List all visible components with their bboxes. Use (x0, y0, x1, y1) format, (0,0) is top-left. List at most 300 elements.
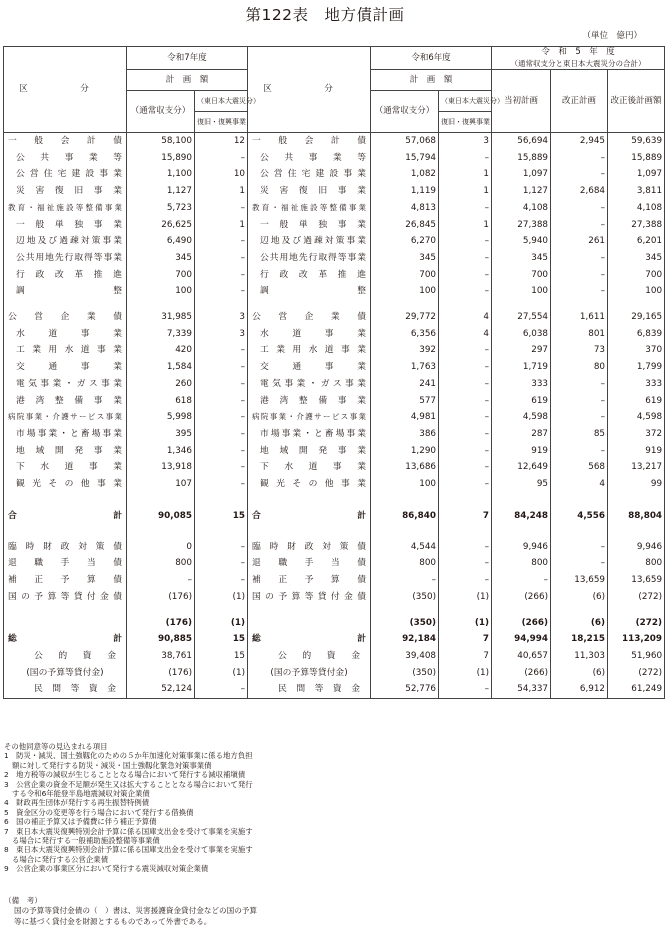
cell-r6-normal: 13,686 (371, 459, 439, 476)
cell-r7-disaster: – (195, 426, 248, 443)
row-label-r6: 公共用地先行取得等事業 (248, 250, 371, 267)
cell-r5-initial: 287 (492, 426, 551, 443)
cell-r7-disaster: (1) (195, 665, 248, 682)
cell-r5-revision: – (551, 267, 608, 284)
note-item: 6 国の補正予算又は予備費に伴う補正予算債 (4, 817, 157, 827)
cell-r5-revision: 568 (551, 459, 608, 476)
cell-r5-revision: 80 (551, 359, 608, 376)
cell-r5-revision: 2,684 (551, 183, 608, 200)
cell-r5-initial (492, 300, 551, 309)
row-label-r6: (国の予算等貸付金) (248, 665, 371, 682)
cell-r5-initial: (266) (492, 589, 551, 606)
row-label-r7: 民間等資金 (4, 681, 127, 698)
cell-r5-initial: (266) (492, 665, 551, 682)
table-row (4, 530, 665, 539)
header-kaiseigo: 改正後計画額 (608, 70, 665, 133)
row-label-r6 (248, 493, 371, 502)
table-body (4, 133, 665, 699)
cell-r6-normal: 241 (371, 376, 439, 393)
cell-r5-initial: 345 (492, 250, 551, 267)
row-label-r7: (国の予算等貸付金) (4, 665, 127, 682)
cell-r7-normal: 345 (127, 250, 195, 267)
cell-r6-normal: 4,544 (371, 539, 439, 556)
row-label-r6: 教育・福祉施設等整備事業 (248, 200, 371, 217)
table-row (4, 589, 665, 606)
cell-r6-disaster: 1 (439, 166, 492, 183)
header-higashi-r6: （東日本大震災分） (439, 91, 492, 112)
cell-r7-normal: (176) (127, 589, 195, 606)
cell-r6-normal: 700 (371, 267, 439, 284)
cell-r5-revised-total: 3,811 (608, 183, 665, 200)
cell-r6-disaster: – (439, 409, 492, 426)
cell-r7-normal: 800 (127, 555, 195, 572)
cell-r5-revised-total: (272) (608, 615, 665, 632)
cell-r5-revised-total: 15,889 (608, 150, 665, 167)
cell-r6-disaster: – (439, 150, 492, 167)
header-tsujo-r7: （通常収支分） (127, 91, 195, 133)
cell-r5-initial: 94,994 (492, 631, 551, 648)
note-item: 5 資金区分の変更等を行う場合において発行する借換債 (4, 807, 194, 817)
table-row (4, 233, 665, 250)
cell-r5-revision: – (551, 150, 608, 167)
unit-label: （単位 億円） (582, 31, 642, 41)
cell-r5-revised-total: 99 (608, 476, 665, 493)
cell-r7-normal: 38,761 (127, 648, 195, 665)
cell-r6-disaster: – (439, 200, 492, 217)
cell-r5-revised-total (608, 530, 665, 539)
header-keikaku-r6: 計 画 額 (371, 70, 492, 91)
cell-r7-disaster: 1 (195, 183, 248, 200)
cell-r5-revision: – (551, 539, 608, 556)
cell-r5-revised-total: (272) (608, 589, 665, 606)
note-item: 8 東日本大震災復興特別会計予算に係る国庫支出金を受けて事業を実施する場合に発行する公営企業債 (4, 845, 253, 864)
row-label-r7 (4, 493, 127, 502)
header-kubun-r6: 区 分 (248, 47, 371, 133)
row-label-r6: 下水道事業 (248, 459, 371, 476)
cell-r5-initial: 27,388 (492, 217, 551, 234)
row-label-r6: 災害復旧事業 (248, 183, 371, 200)
cell-r6-disaster: – (439, 539, 492, 556)
cell-r5-initial: (266) (492, 615, 551, 632)
cell-r6-normal: 345 (371, 250, 439, 267)
row-label-r7 (4, 615, 127, 632)
cell-r7-disaster: – (195, 150, 248, 167)
cell-r5-revision: 6,912 (551, 681, 608, 698)
row-label-r7 (4, 300, 127, 309)
cell-r6-disaster: (1) (439, 589, 492, 606)
row-label-r7: 調整 (4, 283, 127, 300)
cell-r5-revised-total: 113,209 (608, 631, 665, 648)
row-label-r6: 水道事業 (248, 326, 371, 343)
cell-r5-revised-total: 4,108 (608, 200, 665, 217)
table-row (4, 426, 665, 443)
cell-r7-disaster (195, 530, 248, 539)
cell-r6-normal: 386 (371, 426, 439, 443)
row-label-r6: 退職手当債 (248, 555, 371, 572)
cell-r5-revision: 11,303 (551, 648, 608, 665)
row-label-r7: 行政改革推進 (4, 267, 127, 284)
cell-r5-revised-total: 100 (608, 283, 665, 300)
table-row (4, 283, 665, 300)
cell-r5-initial (492, 530, 551, 539)
remarks-text: 国の予算等貸付金債の（ ）書は、災害援護資金貸付金などの国の予算等に基づく貸付金を財源とするものであって外書である。 (14, 906, 257, 926)
cell-r6-normal: (350) (371, 589, 439, 606)
notes-head: その他同意等の見込まれる項目 (4, 742, 108, 751)
row-label-r7: 市場事業・と畜場事業 (4, 426, 127, 443)
remarks-head: （備 考） (4, 896, 42, 905)
cell-r6-normal: 4,981 (371, 409, 439, 426)
cell-r5-initial (492, 606, 551, 615)
cell-r5-initial: 800 (492, 555, 551, 572)
cell-r7-normal (127, 530, 195, 539)
cell-r6-normal: 6,356 (371, 326, 439, 343)
table-row (4, 359, 665, 376)
cell-r7-disaster: – (195, 539, 248, 556)
row-label-r6: 電気事業・ガス事業 (248, 376, 371, 393)
cell-r6-disaster (439, 530, 492, 539)
table-row (4, 631, 665, 648)
cell-r6-disaster: 7 (439, 502, 492, 530)
cell-r7-disaster: – (195, 459, 248, 476)
cell-r5-initial: 95 (492, 476, 551, 493)
row-label-r7: 災害復旧事業 (4, 183, 127, 200)
row-label-r6: 臨時財政対策債 (248, 539, 371, 556)
cell-r7-disaster: – (195, 393, 248, 410)
cell-r5-revision: 85 (551, 426, 608, 443)
cell-r7-disaster: – (195, 476, 248, 493)
row-label-r7: 退職手当債 (4, 555, 127, 572)
row-label-r6: 市場事業・と畜場事業 (248, 426, 371, 443)
cell-r7-normal: (176) (127, 615, 195, 632)
cell-r7-normal: 90,885 (127, 631, 195, 648)
cell-r7-normal: 26,625 (127, 217, 195, 234)
cell-r6-disaster: – (439, 233, 492, 250)
cell-r6-normal: 57,068 (371, 133, 439, 150)
row-label-r6: 一般会計債 (248, 133, 371, 150)
row-label-r7: 一般会計債 (4, 133, 127, 150)
cell-r7-normal (127, 493, 195, 502)
cell-r6-normal: 29,772 (371, 309, 439, 326)
cell-r6-disaster (439, 300, 492, 309)
cell-r5-revision: 801 (551, 326, 608, 343)
cell-r7-disaster: – (195, 250, 248, 267)
cell-r5-revised-total: 919 (608, 443, 665, 460)
cell-r5-revised-total (608, 493, 665, 502)
row-label-r6: 病院事業・介護サービス事業 (248, 409, 371, 426)
row-label-r7: 地域開発事業 (4, 443, 127, 460)
row-label-r7: 公営住宅建設事業 (4, 166, 127, 183)
table-row (4, 326, 665, 343)
note-item: 3 公営企業の資金不足額が発生又は拡大することとなる場合において発行する令和6年能登半島地震減収対策企業債 (4, 779, 253, 799)
cell-r6-normal: 1,763 (371, 359, 439, 376)
row-label-r6: 公的資金 (248, 648, 371, 665)
cell-r5-revision: 261 (551, 233, 608, 250)
cell-r5-revised-total: 27,388 (608, 217, 665, 234)
remarks-block (4, 896, 264, 927)
cell-r7-normal: 0 (127, 539, 195, 556)
table-row (4, 493, 665, 502)
table-row (4, 309, 665, 326)
row-label-r7: 教育・福祉施設等整備事業 (4, 200, 127, 217)
cell-r6-disaster (439, 606, 492, 615)
cell-r5-revised-total: (272) (608, 665, 665, 682)
row-label-r6: 調整 (248, 283, 371, 300)
cell-r7-normal: 260 (127, 376, 195, 393)
table-row (4, 342, 665, 359)
cell-r5-revision (551, 530, 608, 539)
cell-r7-normal: 52,124 (127, 681, 195, 698)
cell-r5-revised-total: 1,097 (608, 166, 665, 183)
cell-r5-revision: 4 (551, 476, 608, 493)
row-label-r6: 一般単独事業 (248, 217, 371, 234)
cell-r7-disaster: 15 (195, 631, 248, 648)
table-row (4, 217, 665, 234)
cell-r5-revised-total: 13,659 (608, 572, 665, 589)
row-label-r7: 電気事業・ガス事業 (4, 376, 127, 393)
cell-r5-revised-total: 9,946 (608, 539, 665, 556)
notes-block (4, 742, 254, 874)
cell-r7-normal: 420 (127, 342, 195, 359)
cell-r6-disaster: 4 (439, 309, 492, 326)
cell-r7-disaster: 3 (195, 326, 248, 343)
cell-r5-revised-total: 61,249 (608, 681, 665, 698)
cell-r5-revision: – (551, 376, 608, 393)
cell-r5-revision: – (551, 166, 608, 183)
cell-r5-revision: 4,556 (551, 502, 608, 530)
row-label-r7: 港湾整備事業 (4, 393, 127, 410)
cell-r5-revision: (6) (551, 589, 608, 606)
cell-r6-normal: 6,270 (371, 233, 439, 250)
cell-r7-disaster: – (195, 233, 248, 250)
cell-r7-disaster: 1 (195, 217, 248, 234)
row-label-r6: 観光その他事業 (248, 476, 371, 493)
cell-r6-normal: 4,813 (371, 200, 439, 217)
cell-r6-normal: 52,776 (371, 681, 439, 698)
cell-r7-normal: 90,085 (127, 502, 195, 530)
cell-r5-initial: 4,108 (492, 200, 551, 217)
cell-r6-disaster: – (439, 426, 492, 443)
cell-r6-normal: 800 (371, 555, 439, 572)
cell-r5-initial: 12,649 (492, 459, 551, 476)
cell-r7-disaster: – (195, 342, 248, 359)
cell-r6-normal: 100 (371, 476, 439, 493)
row-label-r6: 総 計 (248, 631, 371, 648)
row-label-r7: 公共事業等 (4, 150, 127, 167)
table-row (4, 443, 665, 460)
table-row (4, 681, 665, 698)
table-row (4, 665, 665, 682)
cell-r5-revision: 18,215 (551, 631, 608, 648)
row-label-r6: 国の予算等貸付金債 (248, 589, 371, 606)
table-row (4, 300, 665, 309)
cell-r5-initial: 56,694 (492, 133, 551, 150)
cell-r7-disaster: 3 (195, 309, 248, 326)
cell-r6-disaster: – (439, 342, 492, 359)
cell-r6-normal: 100 (371, 283, 439, 300)
cell-r5-revised-total: 345 (608, 250, 665, 267)
cell-r6-disaster: – (439, 555, 492, 572)
table-row (4, 393, 665, 410)
cell-r5-revision: – (551, 250, 608, 267)
row-label-r7: 公的資金 (4, 648, 127, 665)
cell-r5-revision: 73 (551, 342, 608, 359)
cell-r5-revised-total: 800 (608, 555, 665, 572)
note-item: 2 地方税等の減収が生じることとなる場合において発行する減収補塡債 (4, 770, 246, 780)
cell-r6-disaster: – (439, 459, 492, 476)
cell-r7-disaster: – (195, 409, 248, 426)
cell-r5-initial: 297 (492, 342, 551, 359)
cell-r6-disaster: – (439, 393, 492, 410)
note-item: 7 東日本大震災復興特別会計予算に係る国庫支出金を受けて事業を実施する場合に発行する一般補助施設整備等事業債 (4, 826, 253, 846)
cell-r7-disaster: – (195, 267, 248, 284)
cell-r5-initial: 9,946 (492, 539, 551, 556)
cell-r6-disaster: – (439, 476, 492, 493)
header-r6: 令和6年度 (371, 47, 492, 70)
cell-r7-normal: 31,985 (127, 309, 195, 326)
cell-r6-normal: 39,408 (371, 648, 439, 665)
row-label-r7: 公共用地先行取得等事業 (4, 250, 127, 267)
row-label-r6: 公営企業債 (248, 309, 371, 326)
table-row (4, 409, 665, 426)
table-row (4, 502, 665, 530)
row-label-r7: 総 計 (4, 631, 127, 648)
note-item: 9 公営企業の事業区分において発行する震災減収対策企業債 (4, 864, 209, 874)
row-label-r6: 交通事業 (248, 359, 371, 376)
cell-r7-normal: 700 (127, 267, 195, 284)
cell-r5-revision: – (551, 217, 608, 234)
cell-r6-normal: 577 (371, 393, 439, 410)
table-row (4, 476, 665, 493)
cell-r7-normal: – (127, 572, 195, 589)
cell-r5-revised-total: 700 (608, 267, 665, 284)
cell-r5-revised-total: 6,201 (608, 233, 665, 250)
cell-r5-initial: 619 (492, 393, 551, 410)
cell-r6-normal: 26,845 (371, 217, 439, 234)
cell-r7-normal: 618 (127, 393, 195, 410)
cell-r6-disaster: (1) (439, 615, 492, 632)
cell-r5-initial: 5,940 (492, 233, 551, 250)
row-label-r7: 補正予算債 (4, 572, 127, 589)
table-row (4, 376, 665, 393)
cell-r6-disaster: – (439, 359, 492, 376)
page-title: 第122表 地方債計画 (245, 6, 405, 24)
cell-r6-normal: (350) (371, 665, 439, 682)
row-label-r7: 水道事業 (4, 326, 127, 343)
cell-r6-normal: 1,082 (371, 166, 439, 183)
cell-r5-initial: 100 (492, 283, 551, 300)
cell-r5-revised-total (608, 300, 665, 309)
table-row (4, 133, 665, 150)
cell-r6-disaster: – (439, 443, 492, 460)
table-row (4, 183, 665, 200)
cell-r7-disaster: (1) (195, 615, 248, 632)
cell-r7-disaster: – (195, 443, 248, 460)
cell-r5-revision: – (551, 283, 608, 300)
cell-r7-disaster: – (195, 359, 248, 376)
cell-r5-initial (492, 493, 551, 502)
row-label-r7 (4, 606, 127, 615)
cell-r7-disaster: 12 (195, 133, 248, 150)
cell-r7-disaster: – (195, 283, 248, 300)
cell-r7-normal (127, 606, 195, 615)
cell-r5-revised-total (608, 606, 665, 615)
header-fukkyu-r7: 復旧・復興事業 (195, 112, 248, 133)
cell-r5-revision: – (551, 200, 608, 217)
bond-plan-table (3, 46, 665, 699)
table-row (4, 539, 665, 556)
cell-r5-revised-total: 6,839 (608, 326, 665, 343)
cell-r7-disaster: – (195, 200, 248, 217)
row-label-r6: 公営住宅建設事業 (248, 166, 371, 183)
cell-r6-disaster: 1 (439, 183, 492, 200)
cell-r7-normal: 1,100 (127, 166, 195, 183)
table-row (4, 648, 665, 665)
cell-r5-revision: 1,611 (551, 309, 608, 326)
table-row (4, 459, 665, 476)
cell-r7-disaster: 15 (195, 502, 248, 530)
cell-r5-revision (551, 606, 608, 615)
cell-r7-normal: 7,339 (127, 326, 195, 343)
cell-r5-initial: 333 (492, 376, 551, 393)
row-label-r6: 辺地及び過疎対策事業 (248, 233, 371, 250)
row-label-r7: 合 計 (4, 502, 127, 530)
cell-r5-revised-total: 4,598 (608, 409, 665, 426)
cell-r7-normal: 1,584 (127, 359, 195, 376)
table-row (4, 250, 665, 267)
cell-r5-revision: 13,659 (551, 572, 608, 589)
row-label-r7: 国の予算等貸付金債 (4, 589, 127, 606)
header-tosho: 当初計画 (492, 70, 551, 133)
cell-r7-normal: 1,346 (127, 443, 195, 460)
cell-r6-normal: 392 (371, 342, 439, 359)
row-label-r6 (248, 606, 371, 615)
header-fukkyu-r6: 復旧・復興事業 (439, 112, 492, 133)
row-label-r7: 下水道事業 (4, 459, 127, 476)
row-label-r7: 辺地及び過疎対策事業 (4, 233, 127, 250)
header-kubun-r7: 区 分 (4, 47, 127, 133)
cell-r5-revised-total: 51,960 (608, 648, 665, 665)
cell-r5-initial: 27,554 (492, 309, 551, 326)
cell-r5-initial: – (492, 572, 551, 589)
cell-r5-revised-total: 59,639 (608, 133, 665, 150)
cell-r6-normal: 15,794 (371, 150, 439, 167)
cell-r6-normal: 1,290 (371, 443, 439, 460)
cell-r7-normal: (176) (127, 665, 195, 682)
cell-r7-disaster (195, 493, 248, 502)
row-label-r6 (248, 530, 371, 539)
cell-r7-disaster: (1) (195, 589, 248, 606)
row-label-r7: 一般単独事業 (4, 217, 127, 234)
cell-r5-revised-total: 88,804 (608, 502, 665, 530)
row-label-r6: 行政改革推進 (248, 267, 371, 284)
cell-r6-normal: (350) (371, 615, 439, 632)
cell-r7-normal: 15,890 (127, 150, 195, 167)
header-kaisei: 改正計画 (551, 70, 608, 133)
table-row (4, 572, 665, 589)
header-r7: 令和7年度 (127, 47, 248, 70)
row-label-r6 (248, 615, 371, 632)
cell-r6-normal: – (371, 572, 439, 589)
cell-r6-disaster: – (439, 267, 492, 284)
cell-r7-disaster: – (195, 681, 248, 698)
cell-r6-normal (371, 300, 439, 309)
table-row (4, 267, 665, 284)
cell-r5-initial: 6,038 (492, 326, 551, 343)
cell-r6-disaster: – (439, 250, 492, 267)
cell-r5-initial: 40,657 (492, 648, 551, 665)
cell-r5-revision: (6) (551, 665, 608, 682)
cell-r5-revised-total: 29,165 (608, 309, 665, 326)
